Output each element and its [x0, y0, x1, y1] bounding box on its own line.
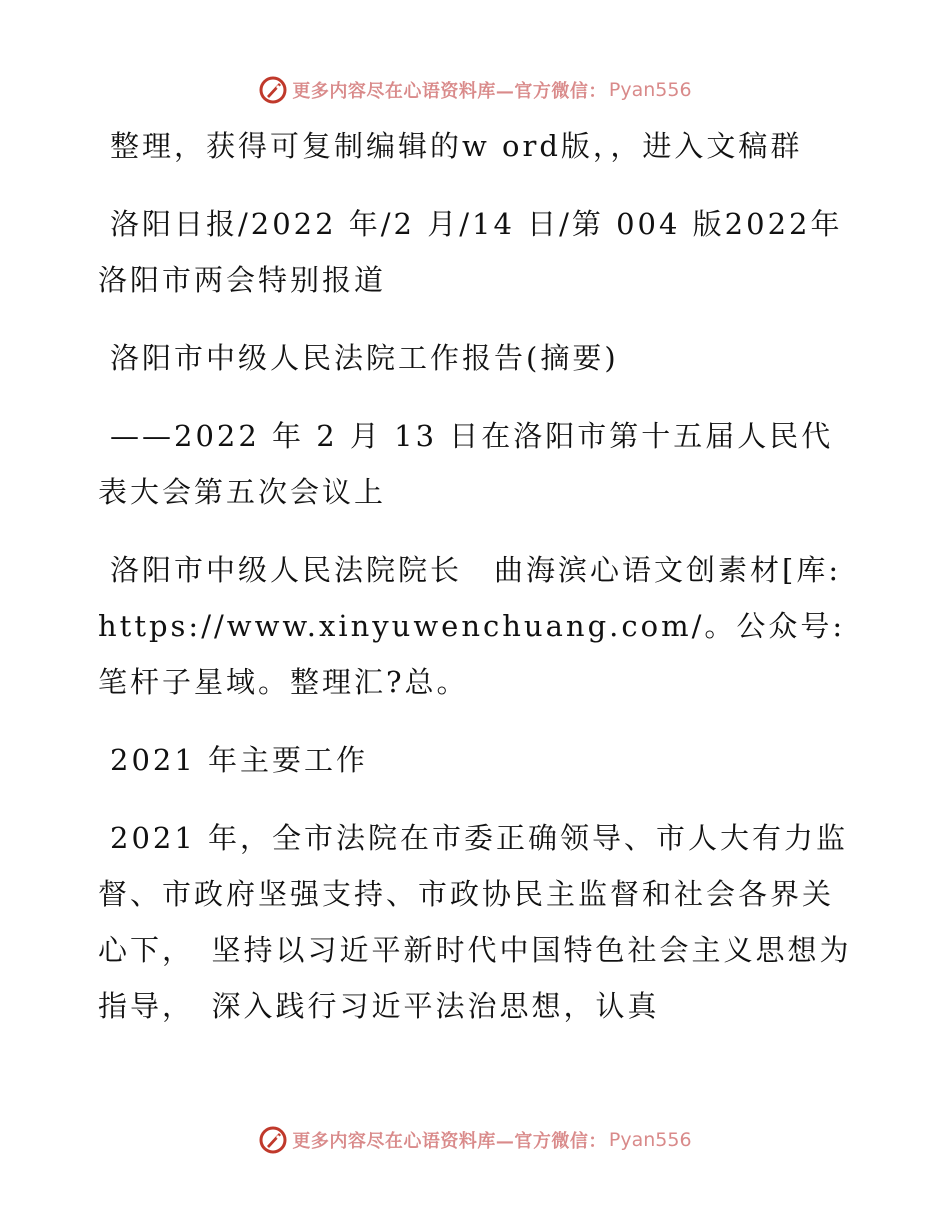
paragraph-intro: 整理，获得可复制编辑的w ord版，，进入文稿群 [110, 129, 803, 163]
paragraph-source: 洛阳日报/2022 年/2 月/14 日/第 004 版2022年洛阳市两会特别报道 [98, 207, 843, 297]
footer-banner-text: 更多内容尽在心语资料库—官方微信： [292, 1131, 607, 1152]
footer-wechat-id: Pyan556 [608, 1129, 692, 1151]
document-body [98, 118, 858, 1056]
header-wechat-id: Pyan556 [608, 79, 692, 101]
paragraph-meeting-date: ——2022 年 2 月 13 日在洛阳市第十五届人民代表大会第五次会议上 [98, 419, 834, 509]
paragraph-section-heading: 2021 年主要工作 [110, 743, 369, 777]
pen-logo-icon [258, 75, 288, 105]
header-banner-text: 更多内容尽在心语资料库—官方微信： [292, 81, 607, 102]
footer-watermark-banner [0, 1120, 950, 1160]
paragraph-body: 2021 年，全市法院在市委正确领导、市人大有力监督、市政府坚强支持、市政协民主监督和社会各界关心下， 坚持以习近平新时代中国特色社会主义思想为指导， 深入践行习近平法治思想，认真 [98, 821, 852, 1023]
paragraph-author: 洛阳市中级人民法院院长 曲海滨心语文创素材[库: https://www.xinyuwenchuang.com/。公众号: 笔杆子星域。整理汇?总。 [98, 553, 846, 699]
pen-logo-icon [258, 1125, 288, 1155]
paragraph-report-title: 洛阳市中级人民法院工作报告(摘要) [110, 341, 619, 375]
header-watermark-banner [0, 70, 950, 110]
